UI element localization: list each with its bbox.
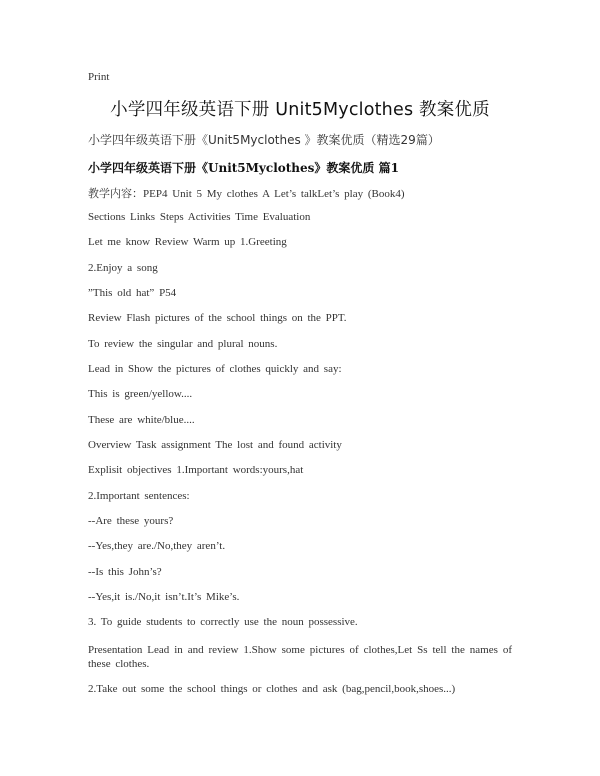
- text-line: Lead in Show the pictures of clothes quickly and say:: [88, 363, 342, 375]
- text-paragraph: Presentation Lead in and review 1.Show some pictures of clothes,Let Ss tell the names of these clothes.: [88, 644, 512, 670]
- text-line: 2.Take out some the school things or clothes and ask (bag,pencil,book,shoes...): [88, 683, 456, 695]
- text-line: Let me know Review Warm up 1.Greeting: [88, 236, 287, 248]
- text-line: --Yes,they are./No,they aren’t.: [88, 540, 226, 552]
- text-line: --Yes,it is./No,it isn’t.It’s Mike’s.: [88, 591, 240, 603]
- text-line: 2.Enjoy a song: [88, 262, 158, 274]
- text-line: 2.Important sentences:: [88, 490, 190, 502]
- section-heading: 小学四年级英语下册《Unit5Myclothes》教案优质 篇1: [88, 161, 399, 175]
- text-line: Sections Links Steps Activities Time Evaluation: [88, 211, 311, 223]
- print-label[interactable]: Print: [88, 71, 110, 83]
- document-title: 小学四年级英语下册 Unit5Myclothes 教案优质: [110, 100, 490, 120]
- text-line: Overview Task assignment The lost and found activity: [88, 439, 342, 451]
- text-line: 教学内容：PEP4 Unit 5 My clothes A Let’s talkLet’s play (Book4): [88, 188, 405, 200]
- text-line: These are white/blue....: [88, 414, 195, 426]
- text-line: Review Flash pictures of the school things on the PPT.: [88, 312, 347, 324]
- text-line: 3. To guide students to correctly use the noun possessive.: [88, 616, 358, 628]
- text-line: To review the singular and plural nouns.: [88, 338, 278, 350]
- text-line: --Are these yours?: [88, 515, 174, 527]
- text-line: This is green/yellow....: [88, 388, 193, 400]
- text-line: Explisit objectives 1.Important words:yours,hat: [88, 464, 304, 476]
- document-subtitle: 小学四年级英语下册《Unit5Myclothes 》教案优质（精选29篇）: [88, 133, 440, 147]
- text-line: ”This old hat” P54: [88, 287, 177, 299]
- text-line: --Is this John’s?: [88, 566, 162, 578]
